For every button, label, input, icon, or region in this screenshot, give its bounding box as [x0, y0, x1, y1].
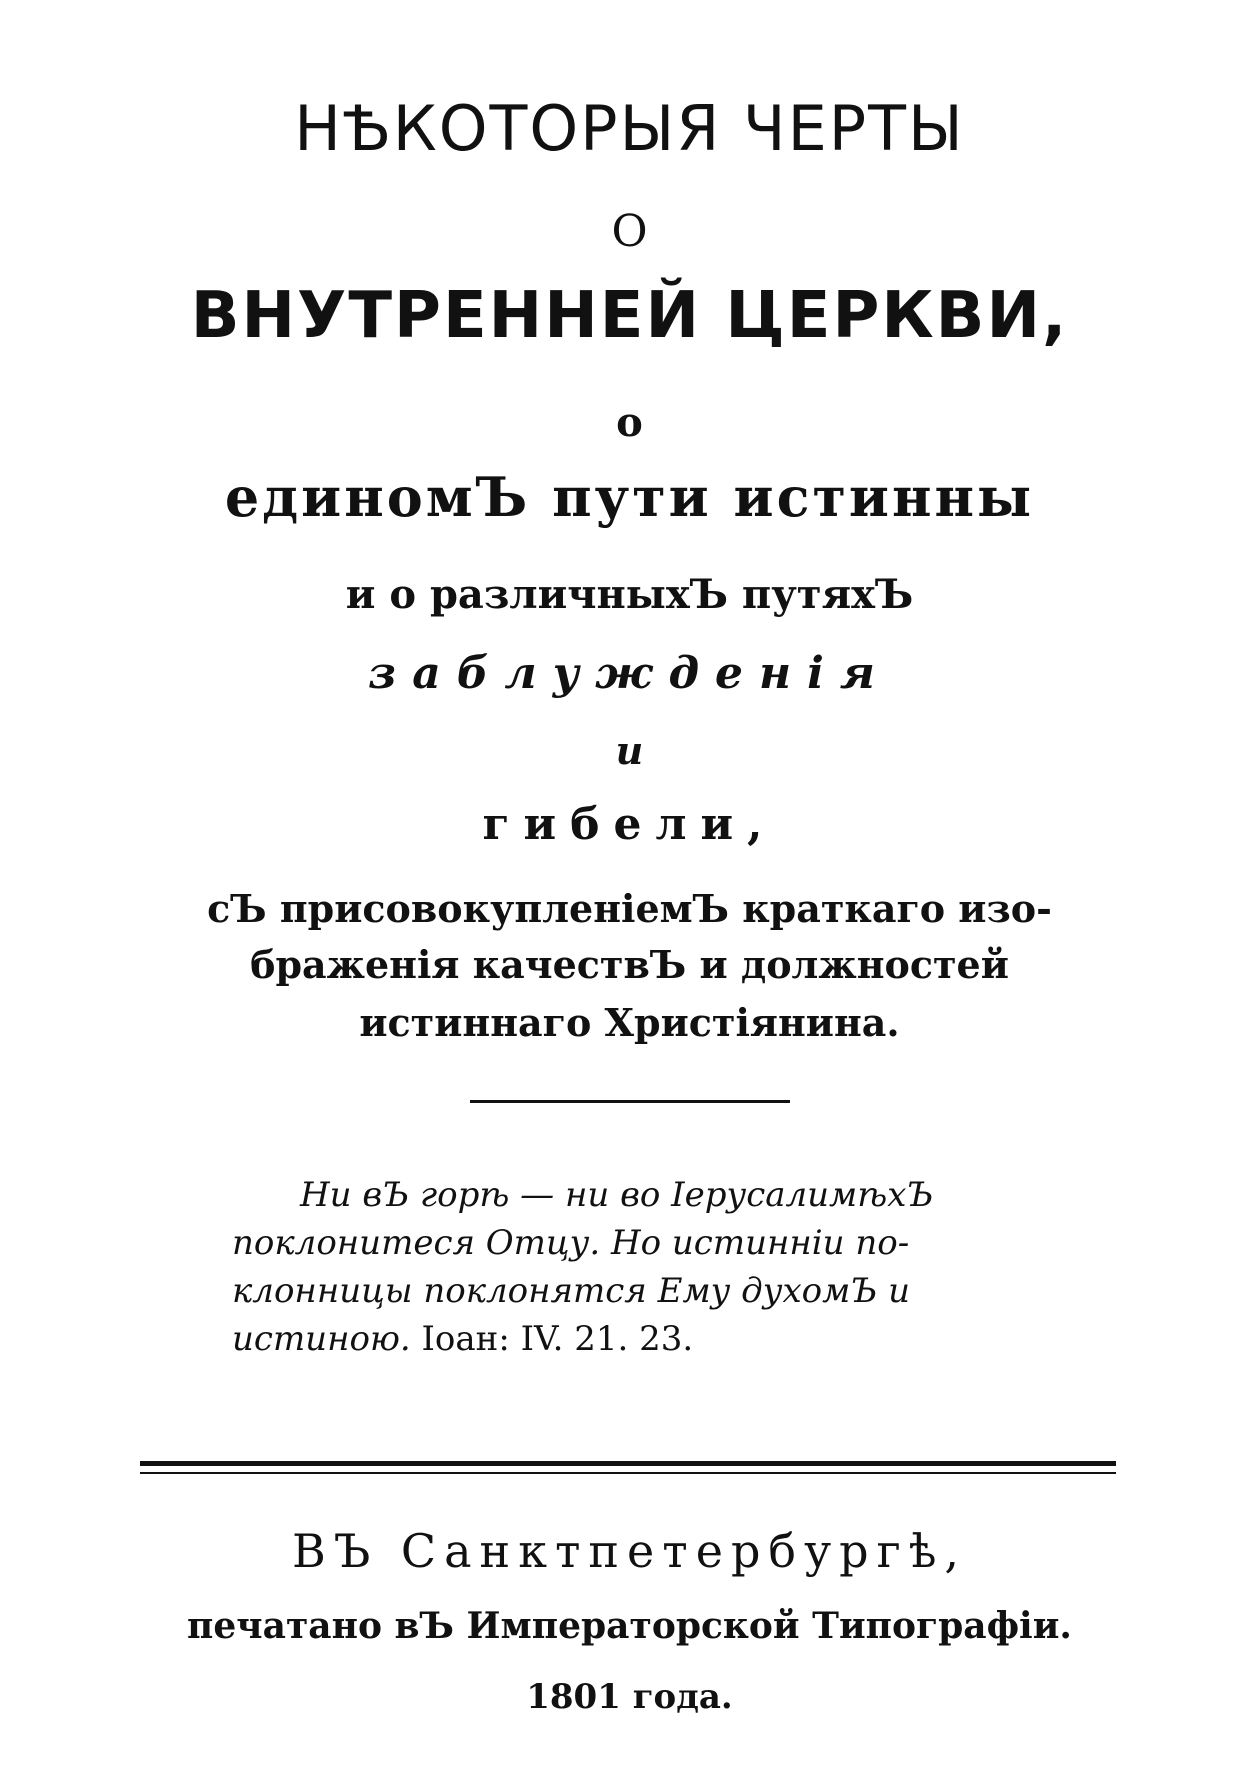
- title-line-3: единомЪ пути истинны: [224, 465, 1035, 529]
- subtitle-line-2: браженія качествЪ и должностей: [250, 942, 1009, 987]
- epigraph-line-4: [232, 1319, 1032, 1359]
- epigraph-line-3: клонницы поклонятся Ему духомЪ и: [232, 1271, 910, 1311]
- title-line-5: заблужденія: [368, 648, 891, 699]
- title-line-1: НѢКОТОРЫЯ ЧЕРТЫ: [294, 92, 965, 165]
- epigraph-line-1: Ни вЪ горѣ — ни во ІерусалимѣхЪ: [300, 1175, 934, 1215]
- short-divider: [470, 1100, 790, 1103]
- epigraph-text: истиною.: [232, 1319, 411, 1359]
- subtitle-line-3: истиннаго Христіянина.: [359, 1000, 900, 1045]
- imprint-press: печатано вЪ Императорской Типографіи.: [187, 1605, 1072, 1647]
- title-line-2: ВНУТРЕННЕЙ ЦЕРКВИ,: [190, 279, 1069, 353]
- title-conjunction-o-2: о: [616, 399, 643, 446]
- thin-divider: [140, 1472, 1116, 1474]
- imprint-city: ВЪ Санктпетербургѣ,: [291, 1524, 968, 1578]
- title-line-4: и о различныхЪ путяхЪ: [345, 571, 914, 618]
- subtitle-line-1: сЪ присовокупленіемЪ краткаго изо-: [207, 886, 1052, 931]
- imprint-year: 1801 года.: [526, 1677, 733, 1717]
- epigraph-line-2: поклонитеся Отцу. Но истинніи по-: [232, 1223, 910, 1263]
- thick-divider: [140, 1461, 1116, 1466]
- title-conjunction-and: и: [615, 728, 644, 773]
- epigraph-reference: Іоан: IV. 21. 23.: [421, 1319, 694, 1359]
- title-line-6: гибели,: [482, 799, 777, 850]
- title-conjunction-o-1: О: [611, 206, 648, 257]
